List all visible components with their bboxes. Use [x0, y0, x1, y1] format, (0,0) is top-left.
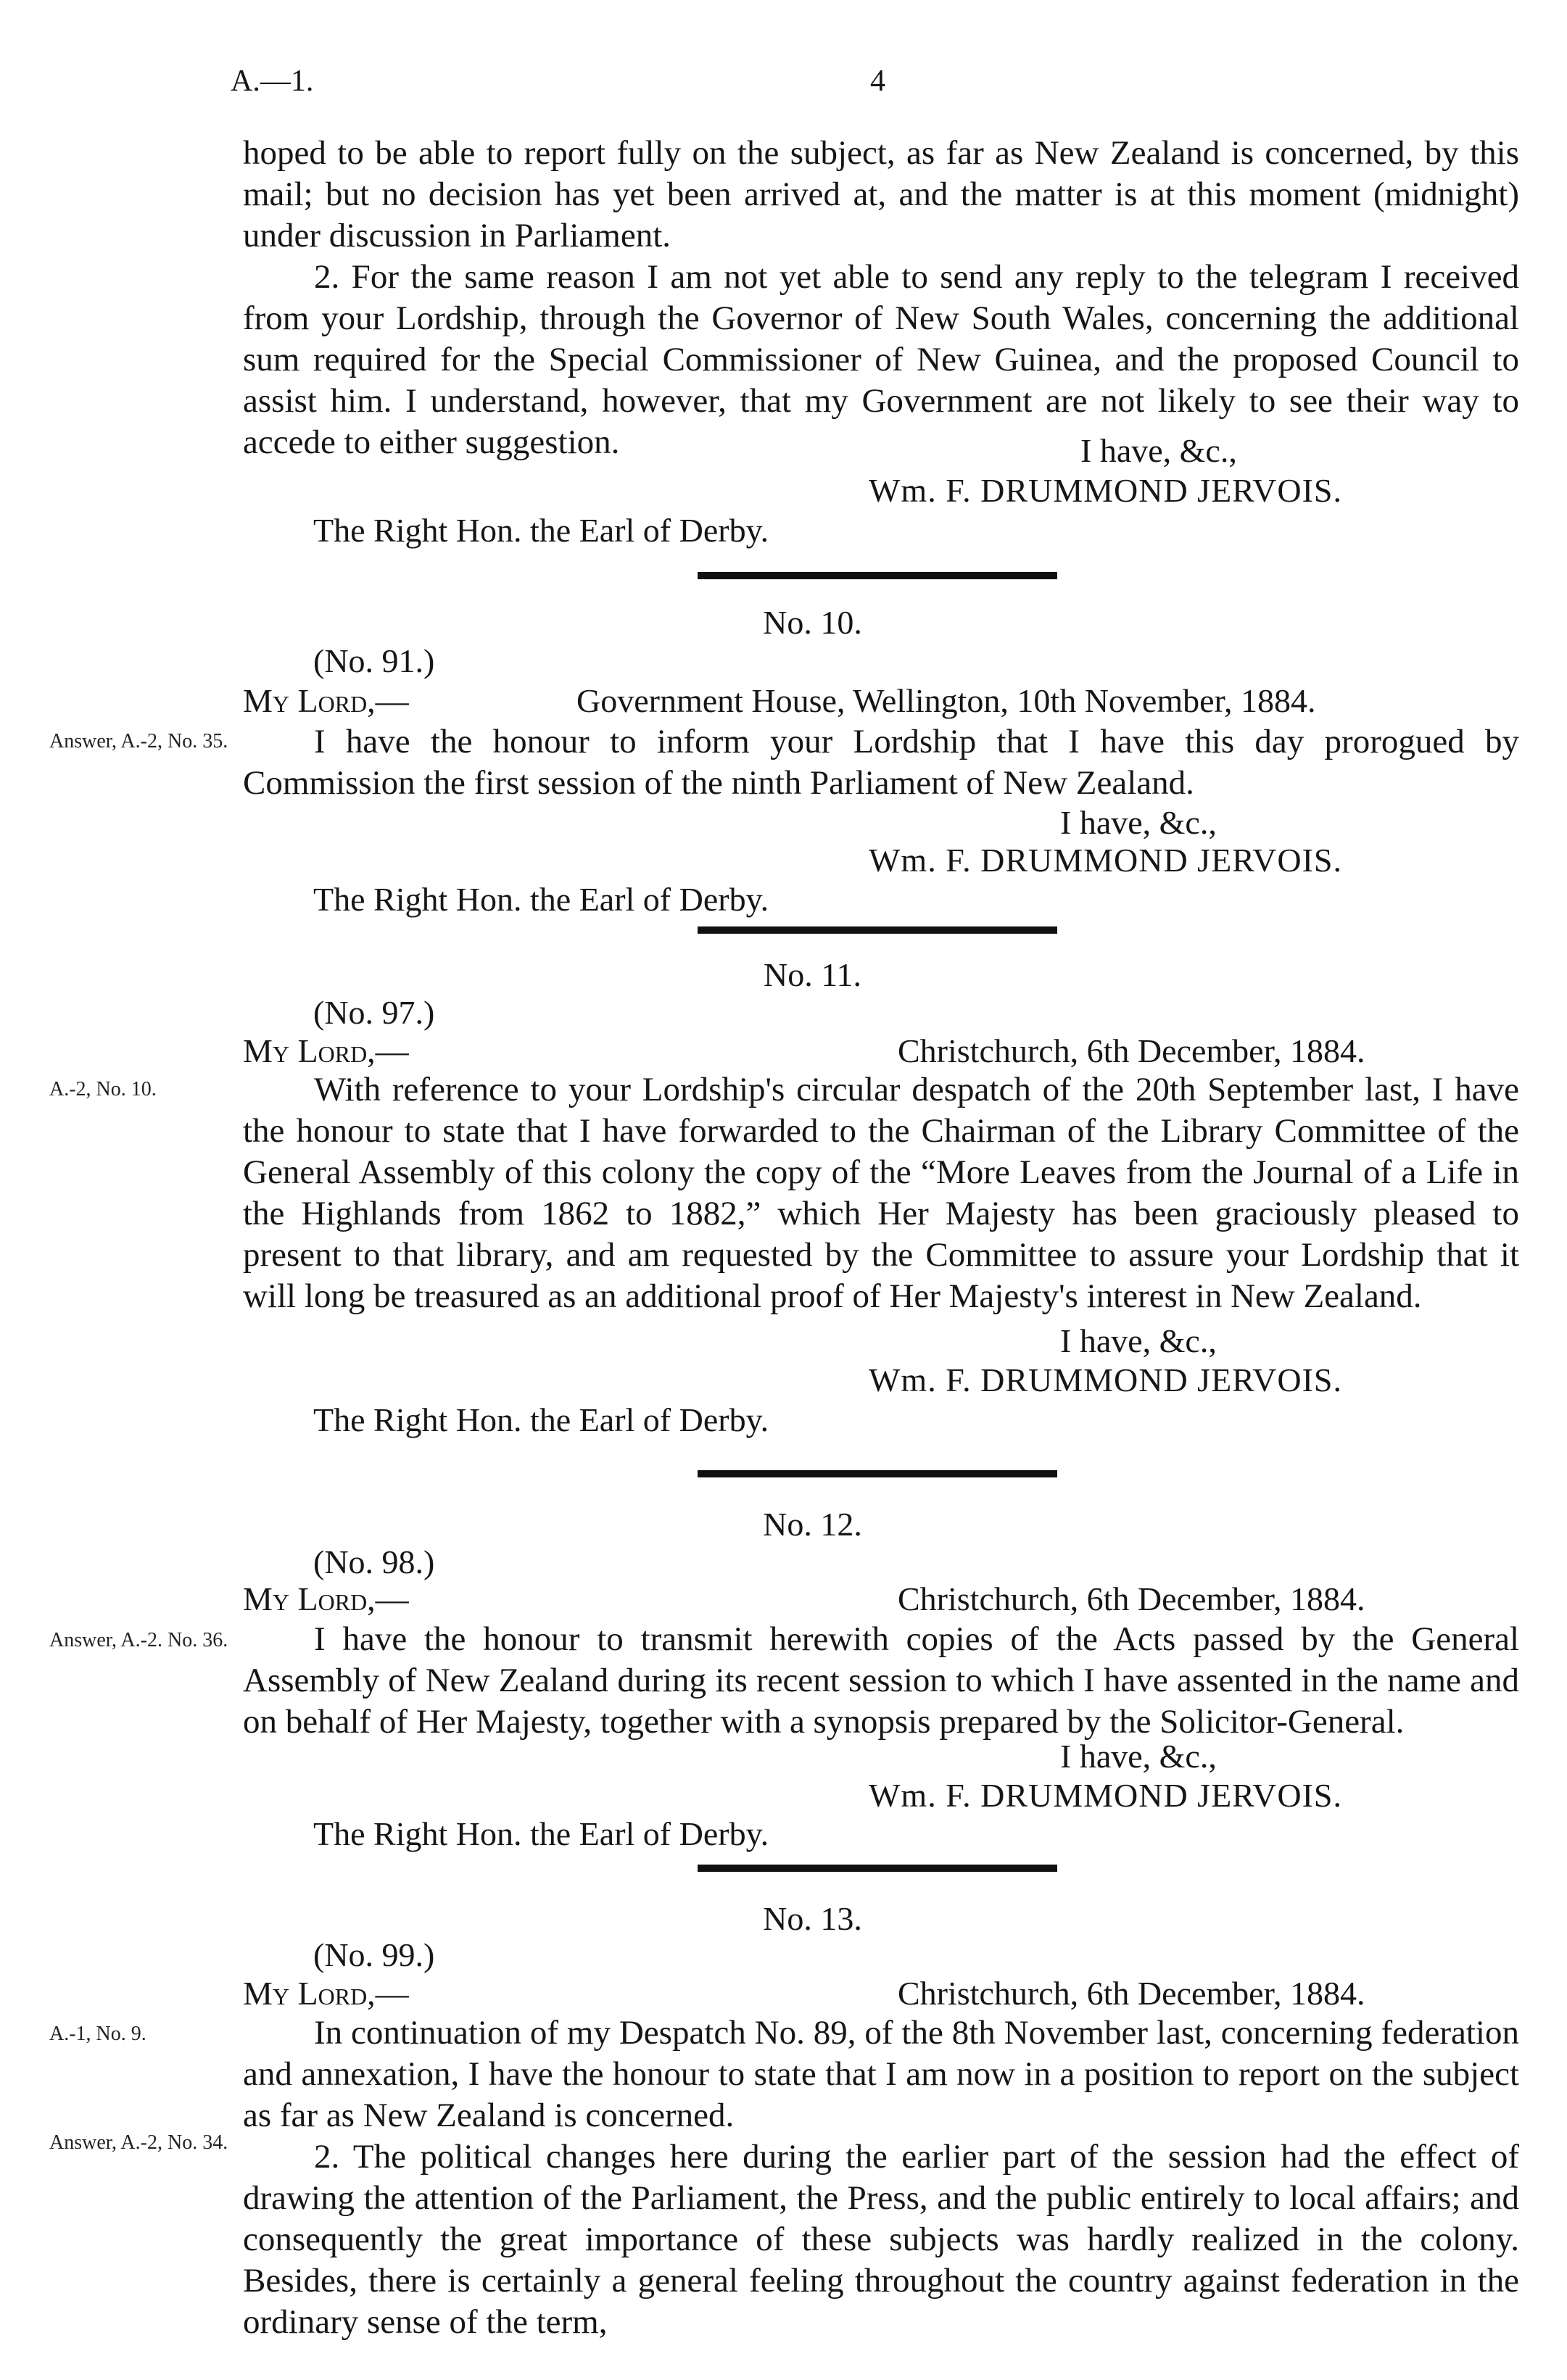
- letter-paragraph: I have the honour to transmit herewith copies of the Acts passed by the General Assembly of New Zealand during its recent session to which I have assented in the name and on behalf of Her Majesty, together with a synopsis prepared by the Solicitor-General.: [243, 1620, 1519, 1741]
- salutation: My Lord,—: [243, 1032, 409, 1069]
- letter-paragraph: 2. The political changes here during the earlier part of the session had the effect of drawing the attention of the Parliament, the Press, and the public entirely to local affairs; and consequently the great importance of these subjects was hardly realized in the colony. Besides, there is certainly a general feeling throughout the country against federation in the ordinary sense of the term,: [243, 2138, 1519, 2341]
- intro-paragraph-1: hoped to be able to report fully on the subject, as far as New Zealand is concerned, by this mail; but no decision has yet been arrived at, and the matter is at this moment (midnight) under discussion in Parliament.: [243, 134, 1519, 254]
- page-header-ref: A.—1.: [231, 65, 314, 98]
- margin-note: Answer, A.-2. No. 36.: [49, 1629, 228, 1651]
- letter-addressee: The Right Hon. the Earl of Derby.: [313, 881, 769, 918]
- letter-body: [243, 1619, 1519, 1743]
- place-date: Government House, Wellington, 10th November, 1884.: [576, 682, 1316, 719]
- place-date: Christchurch, 6th December, 1884.: [898, 1975, 1365, 2012]
- section-divider: [698, 1865, 1057, 1872]
- intro-signature: Wm. F. DRUMMOND JERVOIS.: [869, 472, 1343, 509]
- letter-signature: Wm. F. DRUMMOND JERVOIS.: [869, 842, 1343, 879]
- section-divider: [698, 572, 1057, 579]
- despatch-number: (No. 99.): [313, 1936, 435, 1973]
- letter-number: No. 13.: [763, 1900, 862, 1937]
- despatch-number: (No. 97.): [313, 994, 435, 1031]
- letter-closing: I have, &c.,: [1060, 804, 1217, 841]
- margin-note: A.-2, No. 10.: [49, 1078, 157, 1100]
- margin-note: Answer, A.-2, No. 34.: [49, 2131, 228, 2154]
- intro-section: [243, 133, 1519, 463]
- letter-paragraph: With reference to your Lordship's circular despatch of the 20th September last, I have the honour to state that I have forwarded to the Chairman of the Library Committee of the General Assembly of this colony the copy of the “More Leaves from the Journal of a Life in the Highlands from 1862 to 1882,” which Her Majesty has been graciously pleased to present to that library, and am requested by the Committee to assure your Lordship that it will long be treasured as an additional proof of Her Majesty's interest in New Zealand.: [243, 1071, 1519, 1315]
- letter-closing: I have, &c.,: [1060, 1322, 1217, 1359]
- letter-body: [243, 2012, 1519, 2343]
- despatch-number: (No. 91.): [313, 642, 435, 679]
- letter-number: No. 11.: [763, 956, 861, 993]
- page-number: 4: [870, 65, 885, 98]
- letter-addressee: The Right Hon. the Earl of Derby.: [313, 1401, 769, 1438]
- salutation: My Lord,—: [243, 1580, 409, 1617]
- letter-number: No. 12.: [763, 1506, 862, 1543]
- letter-body: [243, 721, 1519, 804]
- place-date: Christchurch, 6th December, 1884.: [898, 1580, 1365, 1617]
- letter-closing: I have, &c.,: [1060, 1738, 1217, 1775]
- letter-paragraph: I have the honour to inform your Lordship that I have this day prorogued by Commission the first session of the ninth Parliament of New Zealand.: [243, 723, 1519, 802]
- margin-note: Answer, A.-2, No. 35.: [49, 730, 228, 752]
- salutation: My Lord,—: [243, 682, 409, 719]
- intro-addressee: The Right Hon. the Earl of Derby.: [313, 512, 769, 549]
- intro-paragraph-2: 2. For the same reason I am not yet able to send any reply to the telegram I received from your Lordship, through the Governor of New South Wales, concerning the additional sum required for the Special Commissioner of New Guinea, and the proposed Council to assist him. I understand, however, that my Government are not likely to see their way to accede to either suggestion.: [243, 258, 1519, 461]
- place-date: Christchurch, 6th December, 1884.: [898, 1032, 1365, 1069]
- intro-closing: I have, &c.,: [1080, 432, 1237, 469]
- despatch-number: (No. 98.): [313, 1543, 435, 1580]
- margin-note: A.-1, No. 9.: [49, 2023, 146, 2045]
- section-divider: [698, 926, 1057, 934]
- letter-number: No. 10.: [763, 604, 862, 641]
- letter-signature: Wm. F. DRUMMOND JERVOIS.: [869, 1361, 1343, 1398]
- letter-addressee: The Right Hon. the Earl of Derby.: [313, 1815, 769, 1852]
- section-divider: [698, 1470, 1057, 1477]
- salutation: My Lord,—: [243, 1975, 409, 2012]
- letter-paragraph: In continuation of my Despatch No. 89, of the 8th November last, concerning federation and annexation, I have the honour to state that I am now in a position to report on the subject as far as New Zealand is concerned.: [243, 2014, 1519, 2134]
- letter-body: [243, 1069, 1519, 1317]
- letter-signature: Wm. F. DRUMMOND JERVOIS.: [869, 1777, 1343, 1814]
